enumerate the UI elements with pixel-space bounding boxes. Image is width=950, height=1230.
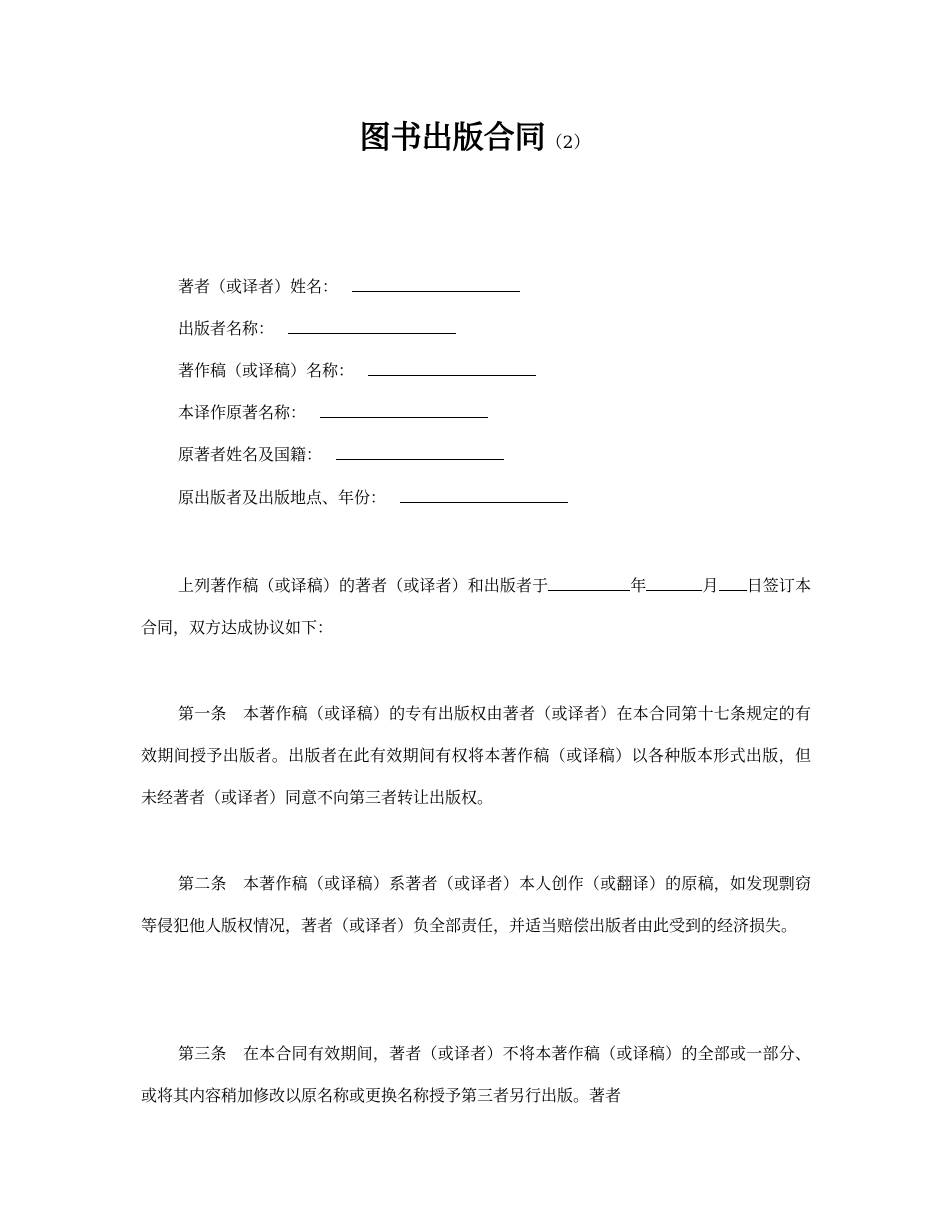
intro-year: 年 <box>630 576 647 595</box>
field-label: 出版者名称： <box>178 319 275 338</box>
field-label: 原著者姓名及国籍： <box>178 445 323 464</box>
field-author-name <box>178 274 520 300</box>
intro-suffix: 日签订本合同，双方达成协议如下： <box>141 576 811 637</box>
field-blank <box>288 317 456 334</box>
article-1: 第一条 本著作稿（或译稿）的专有出版权由著者（或译者）在本合同第十七条规定的有效期间授予出版者。出版者在此有效期间有权将本著作稿（或译稿）以各种版本形式出版，但未经著者（或译者）同意不向第三者转让出版权。 <box>141 704 811 807</box>
intro-paragraph <box>141 565 811 649</box>
year-blank <box>548 574 630 591</box>
article-3: 第三条 在本合同有效期间，著者（或译者）不将本著作稿（或译稿）的全部或一部分、或将其内容稍加修改以原名称或更换名称授予第三者另行出版。著者 <box>141 1044 811 1105</box>
field-publisher-name <box>178 316 456 342</box>
document-title <box>0 112 950 157</box>
field-label: 著者（或译者）姓名： <box>178 277 339 296</box>
field-manuscript-name <box>178 358 536 384</box>
month-blank <box>646 574 702 591</box>
field-original-publisher <box>178 485 568 511</box>
intro-month: 月 <box>702 576 719 595</box>
field-original-work-name <box>178 400 488 426</box>
field-blank <box>320 401 488 418</box>
intro-prefix: 上列著作稿（或译稿）的著者（或译者）和出版者于 <box>178 576 549 595</box>
field-blank <box>368 359 536 376</box>
article-2: 第二条 本著作稿（或译稿）系著者（或译者）本人创作（或翻译）的原稿，如发现剽窃等侵犯他人版权情况，著者（或译者）负全部责任，并适当赔偿出版者由此受到的经济损失。 <box>141 874 811 935</box>
field-original-author <box>178 442 504 468</box>
field-blank <box>336 443 504 460</box>
field-blank <box>352 275 520 292</box>
day-blank <box>719 574 747 591</box>
field-label: 原出版者及出版地点、年份： <box>178 488 387 507</box>
field-label: 本译作原著名称： <box>178 403 307 422</box>
field-blank <box>400 486 568 503</box>
title-main: 图书出版合同 <box>359 120 546 156</box>
title-suffix: （2） <box>545 133 591 153</box>
field-label: 著作稿（或译稿）名称： <box>178 361 355 380</box>
